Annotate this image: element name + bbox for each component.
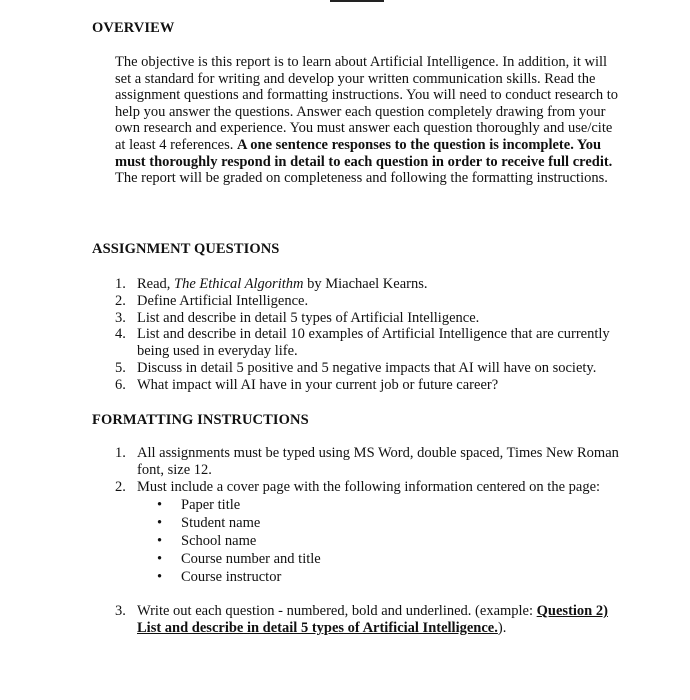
bullet-icon: • bbox=[157, 497, 163, 514]
bullet-item bbox=[137, 568, 630, 586]
instruction-text: All assignments must be typed using MS Word, double spaced, Times New Roman font, size 12. bbox=[137, 445, 619, 478]
instruction-text: Write out each question - numbered, bold and underlined. (example: bbox=[137, 603, 537, 619]
instruction-text: Must include a cover page with the following information centered on the page: bbox=[137, 478, 601, 495]
top-rule bbox=[330, 0, 384, 2]
bullet-item bbox=[137, 496, 630, 514]
list-item bbox=[115, 479, 630, 587]
bullet-icon: • bbox=[157, 533, 163, 550]
list-item bbox=[115, 293, 630, 310]
list-item bbox=[115, 310, 630, 327]
list-item bbox=[115, 603, 630, 637]
overview-paragraph bbox=[115, 54, 625, 187]
formatting-heading: FORMATTING INSTRUCTIONS bbox=[92, 412, 309, 428]
list-number: 3. bbox=[115, 603, 126, 619]
question-text: List and describe in detail 5 types of Artificial Intelligence. bbox=[137, 309, 480, 326]
cover-page-bullets bbox=[137, 496, 630, 586]
bullet-item bbox=[137, 550, 630, 568]
list-item bbox=[115, 276, 630, 293]
overview-bold-text: A one sentence responses to the question is incomplete. You must thoroughly respond in detail to each question in order to receive full credit. bbox=[115, 136, 613, 170]
list-item bbox=[115, 445, 630, 479]
formatting-list bbox=[115, 445, 630, 586]
bullet-text: Student name bbox=[181, 515, 261, 532]
list-number: 4. bbox=[115, 326, 126, 343]
bullet-item bbox=[137, 514, 630, 532]
overview-text: The objective is this report is to learn about Artificial Intelligence. In addition, it will set a standard for writing and develop your written communication skills. Read the assignment questions and formatting instructions. You will need to conduct research to help you answer the questions. Answer each question completely drawing from your own research and experience. You must answer each question thoroughly and use/cite at least 4 references. bbox=[115, 54, 618, 153]
list-number: 6. bbox=[115, 376, 126, 393]
bullet-icon: • bbox=[157, 551, 163, 568]
question-text: Discuss in detail 5 positive and 5 negative impacts that AI will have on society. bbox=[137, 359, 597, 376]
list-number: 3. bbox=[115, 309, 126, 326]
bullet-icon: • bbox=[157, 569, 163, 586]
assignment-heading: ASSIGNMENT QUESTIONS bbox=[92, 241, 280, 257]
bullet-icon: • bbox=[157, 515, 163, 532]
question-text: by Miachael Kearns. bbox=[303, 276, 428, 292]
bullet-text: Paper title bbox=[181, 497, 241, 514]
list-item bbox=[115, 377, 630, 394]
assignment-list bbox=[115, 276, 630, 394]
bullet-text: Course instructor bbox=[181, 569, 282, 586]
overview-text-end: The report will be graded on completeness and following the formatting instructions. bbox=[115, 170, 608, 187]
instruction-text-end: ). bbox=[497, 619, 507, 636]
bullet-item bbox=[137, 532, 630, 550]
list-number: 2. bbox=[115, 292, 126, 309]
question-text: List and describe in detail 10 examples of Artificial Intelligence that are currently being used in everyday life. bbox=[137, 326, 610, 360]
list-item bbox=[115, 360, 630, 377]
list-number: 1. bbox=[115, 276, 126, 292]
question-text: Read, bbox=[137, 276, 175, 292]
bullet-text: School name bbox=[181, 533, 257, 550]
question-text: What impact will AI have in your current job or future career? bbox=[137, 376, 499, 393]
list-number: 2. bbox=[115, 478, 126, 495]
list-item bbox=[115, 326, 630, 360]
list-number: 5. bbox=[115, 359, 126, 376]
example-question: Question 2) List and describe in detail 5 types of Artificial Intelligence. bbox=[137, 603, 608, 636]
bullet-text: Course number and title bbox=[181, 551, 321, 568]
formatting-list-continued bbox=[115, 603, 630, 637]
overview-heading: OVERVIEW bbox=[92, 20, 175, 36]
list-number: 1. bbox=[115, 445, 126, 461]
question-text: Define Artificial Intelligence. bbox=[137, 292, 309, 309]
book-title: The Ethical Algorithm bbox=[174, 276, 304, 292]
